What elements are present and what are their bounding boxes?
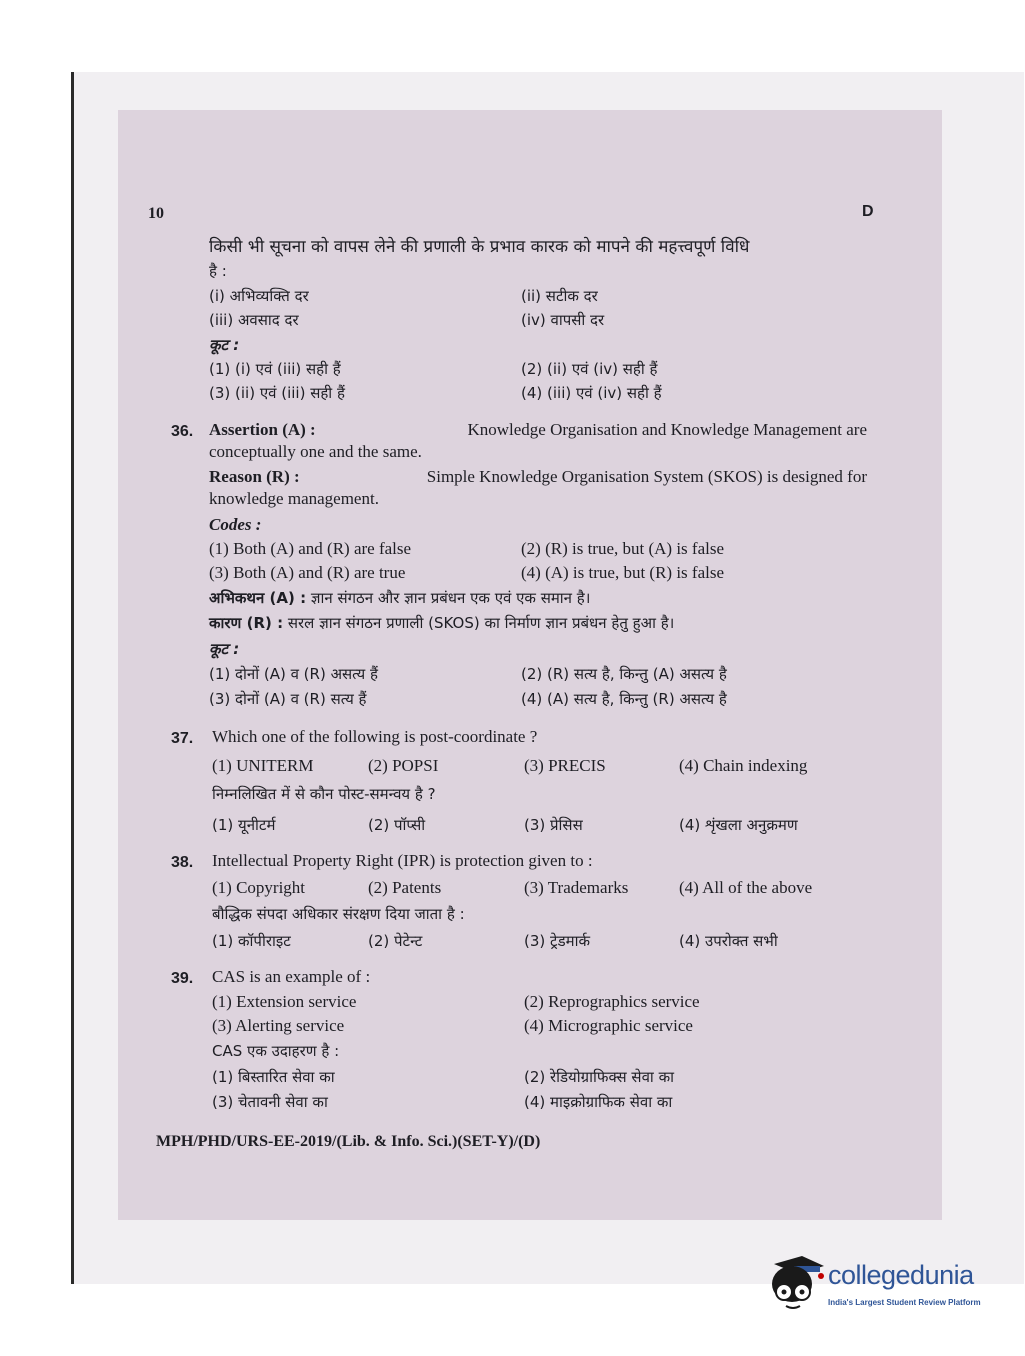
q37-hindi-stem: निम्नलिखित में से कौन पोस्ट-समन्वय है ? [212,785,436,803]
q36-assertion-text: Knowledge Organisation and Knowledge Management are [467,420,867,439]
q36-code-2: (2) (R) is true, but (A) is false [521,539,725,558]
q37-hindi-option-1: (1) यूनीटर्म [212,816,276,834]
q35-code-1: (1) (i) एवं (iii) सही हैं [209,360,341,378]
q37-option-1: (1) UNITERM [212,756,314,775]
page-number: 10 [148,205,164,222]
q36-code-4: (4) (A) is true, but (R) is false [521,563,725,582]
q35-code-3: (3) (ii) एवं (iii) सही हैं [209,384,345,402]
q36-codes-label: Codes : [209,515,262,534]
q36-hindi-code-2: (2) (R) सत्य है, किन्तु (A) असत्य है [521,665,727,683]
q37-hindi-option-4: (4) शृंखला अनुक्रमण [679,816,798,834]
q39-hindi-stem: CAS एक उदाहरण है : [212,1042,340,1060]
q35-code-2: (2) (ii) एवं (iv) सही हैं [521,360,658,378]
q37-option-3: (3) PRECIS [524,756,606,775]
q39-stem: CAS is an example of : [212,967,371,986]
q36-hindi-assertion [209,588,590,608]
q36-hindi-codes-label: कूट : [209,640,240,658]
q36-assertion-line [209,420,867,440]
q35-codes-label: कूट : [209,336,240,354]
q36-number: 36. [171,423,194,440]
q38-hindi-option-4: (4) उपरोक्त सभी [679,932,778,950]
q36-hindi-assertion-text: ज्ञान संगठन और ज्ञान प्रबंधन एक एवं एक समान है। [310,589,591,607]
student-mascot-icon [768,1254,828,1314]
q39-option-4: (4) Micrographic service [524,1016,693,1035]
q38-hindi-option-1: (1) कॉपीराइट [212,932,291,950]
q37-number: 37. [171,730,194,747]
q39-hindi-option-3: (3) चेतावनी सेवा का [212,1093,328,1111]
q39-option-3: (3) Alerting service [212,1016,345,1035]
q39-hindi-option-4: (4) माइक्रोग्राफिक सेवा का [524,1093,673,1111]
q36-code-3: (3) Both (A) and (R) are true [209,563,406,582]
q36-hindi-code-4: (4) (A) सत्य है, किन्तु (R) असत्य है [521,690,727,708]
footer-exam-code: MPH/PHD/URS-EE-2019/(Lib. & Info. Sci.)(SET-Y)/(D) [156,1133,541,1150]
q36-reason-label: Reason (R) : [209,467,300,486]
q39-option-2: (2) Reprographics service [524,992,700,1011]
q37-option-2: (2) POPSI [368,756,439,775]
q35-option-i: (i) अभिव्यक्ति दर [209,287,309,305]
q37-hindi-option-3: (3) प्रेसिस [524,816,583,834]
q38-option-3: (3) Trademarks [524,878,629,897]
q35-option-iv: (iv) वापसी दर [521,311,605,329]
q36-assertion-cont: conceptually one and the same. [209,442,422,461]
q35-option-iii: (iii) अवसाद दर [209,311,299,329]
q38-option-2: (2) Patents [368,878,442,897]
set-code: D [862,203,874,220]
q36-hindi-reason-label: कारण (R) : [209,614,284,632]
q37-hindi-option-2: (2) पॉप्सी [368,816,426,834]
q36-hindi-assertion-label: अभिकथन (A) : [209,589,307,607]
q38-hindi-stem: बौद्धिक संपदा अधिकार संरक्षण दिया जाता है : [212,905,465,923]
q36-hindi-code-1: (1) दोनों (A) व (R) असत्य हैं [209,665,378,683]
q36-reason-line [209,467,867,487]
collegedunia-tagline: India's Largest Student Review Platform [828,1298,981,1307]
q35-hindi-stem-line2: है : [209,262,227,280]
q38-option-1: (1) Copyright [212,878,306,897]
q39-hindi-option-2: (2) रेडियोग्राफिक्स सेवा का [524,1068,674,1086]
q36-assertion-label: Assertion (A) : [209,420,316,439]
q37-option-4: (4) Chain indexing [679,756,808,775]
q38-stem: Intellectual Property Right (IPR) is protection given to : [212,851,593,870]
q39-hindi-option-1: (1) बिस्तारित सेवा का [212,1068,335,1086]
q36-hindi-code-3: (3) दोनों (A) व (R) सत्य हैं [209,690,367,708]
q35-option-ii: (ii) सटीक दर [521,287,598,305]
collegedunia-wordmark: collegedunia [828,1260,974,1290]
q36-hindi-reason-text: सरल ज्ञान संगठन प्रणाली (SKOS) का निर्माण ज्ञान प्रबंधन हेतु हुआ है। [287,614,675,632]
q39-number: 39. [171,970,194,987]
q36-code-1: (1) Both (A) and (R) are false [209,539,412,558]
q38-hindi-option-3: (3) ट्रेडमार्क [524,932,590,950]
q37-stem: Which one of the following is post-coordinate ? [212,727,538,746]
scan-edge [71,72,74,1284]
q35-code-4: (4) (iii) एवं (iv) सही हैं [521,384,662,402]
q36-hindi-reason [209,613,674,633]
q36-reason-text: Simple Knowledge Organisation System (SKOS) is designed for [426,467,867,486]
q38-option-4: (4) All of the above [679,878,813,897]
q39-option-1: (1) Extension service [212,992,357,1011]
q38-number: 38. [171,854,194,871]
collegedunia-logo [768,1254,998,1314]
q38-hindi-option-2: (2) पेटेन्ट [368,932,423,950]
q36-reason-cont: knowledge management. [209,489,379,508]
q35-hindi-stem-line1: किसी भी सूचना को वापस लेने की प्रणाली के प्रभाव कारक को मापने की महत्त्वपूर्ण विधि [209,237,750,257]
